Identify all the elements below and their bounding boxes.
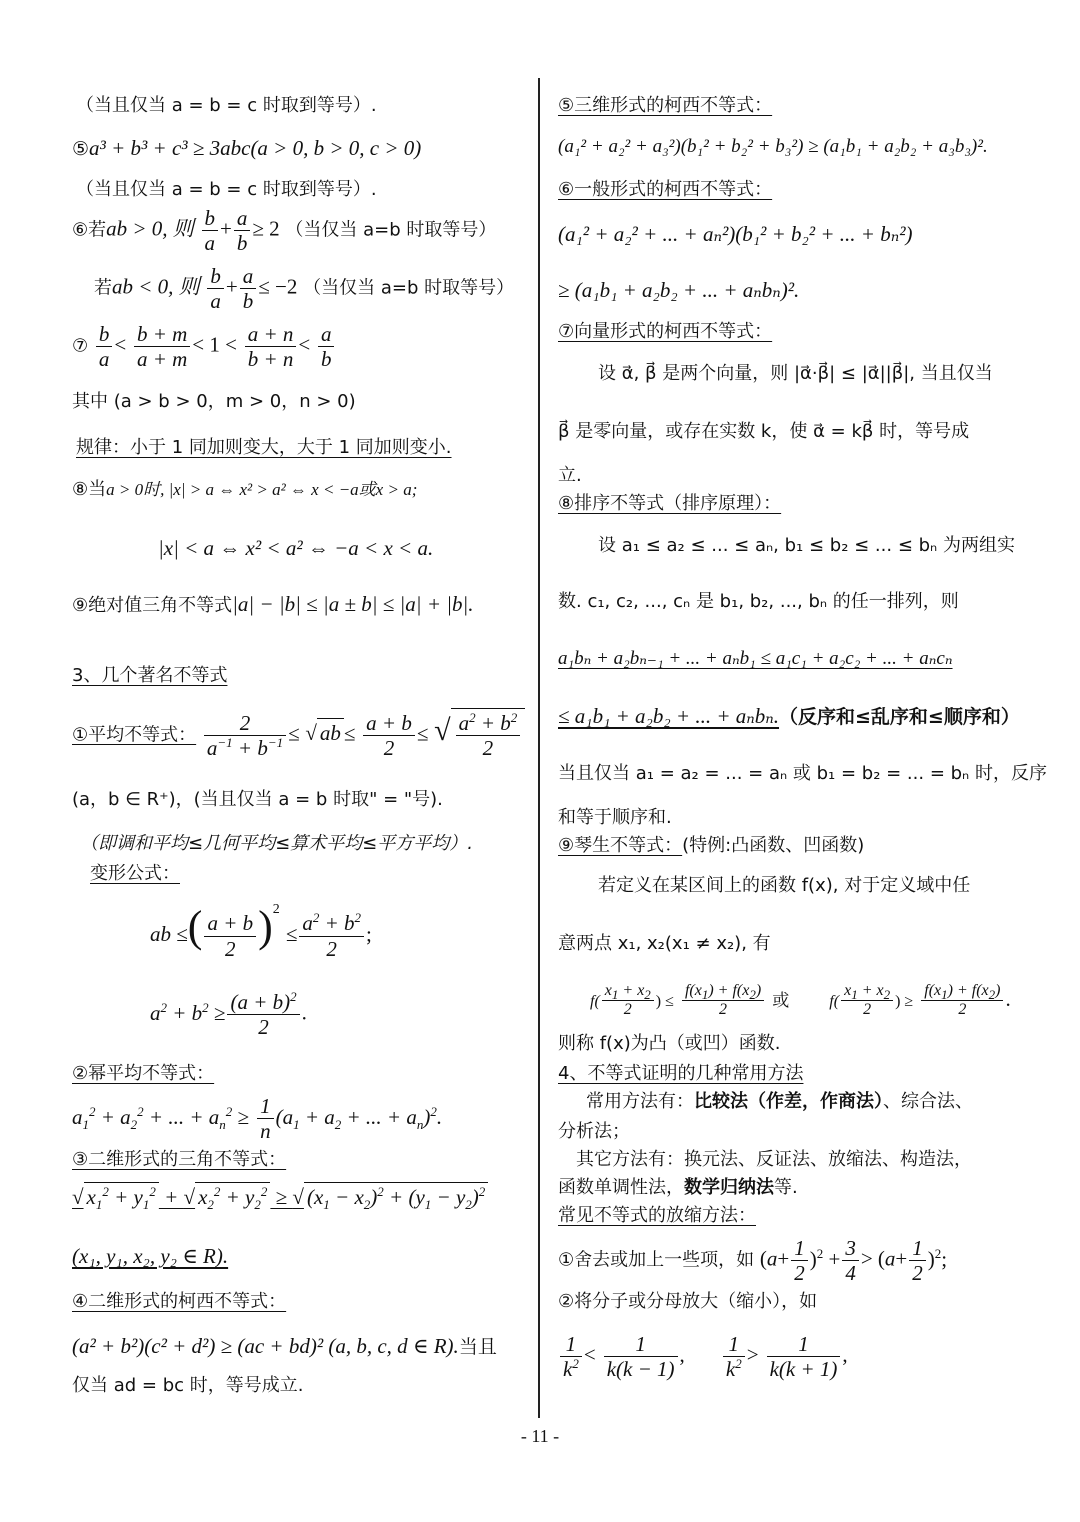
text-line: 当且仅当 a₁ = a₂ = ... = aₙ 或 b₁ = b₂ = ... = bₙ 时，反序 (558, 763, 1047, 784)
subheading: 变形公式： (90, 863, 180, 884)
text-line: ②将分子或分母放大（缩小），如 (558, 1291, 818, 1312)
column-divider (538, 78, 540, 1418)
text-line: 若定义在某区间上的函数 f(x), 对于定义域中任 (598, 875, 971, 896)
formula-line: ⑦ $\frac{b}{a}$ < $\frac{b + m}{a + m}$ < 1 < $\frac{a + n}{b + n}$ < $\frac{a}{b}$ (72, 322, 336, 371)
subheading: ⑨琴生不等式：(特例:凸函数、凹函数) (558, 835, 865, 856)
text-line: 分析法； (558, 1121, 630, 1142)
subheading: ⑧排序不等式（排序原理）： (558, 493, 782, 514)
text-line: 函数单调性法，数学归纳法等. (558, 1177, 798, 1198)
formula-line: ≤ a₁b₁ + a₂b₂ + ... + aₙbₙ.（反序和≤乱序和≤顺序和） (558, 704, 1020, 728)
text-line: （当且仅当 a = b = c 时取到等号）. (76, 95, 377, 116)
subheading: 常见不等式的放缩方法： (558, 1205, 756, 1226)
subheading: ③二维形式的三角不等式： (72, 1149, 287, 1170)
formula-line: |x| < a ⇔ x² < a² ⇔ −a < x < a. (158, 536, 434, 560)
formula-line: ab ≤( $\frac{a + b}{2}$ )$^2$ ≤ $\frac{a^2 + b^2}{2}$ ; (150, 902, 372, 961)
formula-line: ⑧当a > 0时, |x| > a ⇔ x² > a² ⇔ x < −a或x > a; (72, 479, 418, 500)
rule-text: 规律：小于 1 同加则变大，大于 1 同加则变小. (76, 437, 452, 458)
subheading: ⑤三维形式的柯西不等式： (558, 95, 773, 116)
formula-line: (a² + b²)(c² + d²) ≥ (ac + bd)² (a, b, c, d ∈ R).当且 (72, 1334, 497, 1358)
formula-line: ①平均不等式： $\frac{2}{a^{-1} + b^{-1}}$ ≤ √ ab ≤ $\frac{a + b}{2}$ ≤ √ $\frac{a^2 + b^2}{2}$ (72, 708, 525, 760)
text-line: 其它方法有：换元法、反证法、放缩法、构造法， (576, 1149, 972, 1170)
formula-line: $\frac{1}{k^2}$ < $\frac{1}{k(k - 1)}$ , $\frac{1}{k^2}$ > $\frac{1}{k(k + 1)}$ , (558, 1332, 848, 1381)
formula-line: 若ab < 0, 则 $\frac{b}{a}$ + $\frac{a}{b}$ ≤ −2 （当仅当 a=b 时取等号） (94, 264, 515, 314)
text-line: 其中 (a > b > 0，m > 0，n > 0) (72, 391, 356, 412)
formula-line: √ $x_1^2 + y_1^2$ + √ $x_2^2 + y_2^2$ ≥ √ $(x_1 - x_2)^2 + (y_1 - y_2)^2$ (72, 1182, 488, 1210)
formula-line: $a_1^2 + a_2^2$ + ... + $a_n^2$ ≥ $\frac{1}{n}$ ($a_1 + a_2$ + ... + $a_n)^2$. (72, 1094, 443, 1144)
formula-line: a₁bₙ + a₂bₙ₋₁ + ... + aₙb₁ ≤ a₁c₁ + a₂c₂ + ... + aₙcₙ (558, 648, 953, 669)
text-line: 数. c₁, c₂, ..., cₙ 是 b₁, b₂, ..., bₙ 的任一排列，则 (558, 591, 959, 612)
formula-line: f( $\frac{x_1 + x_2}{2}$ ) ≤ $\frac{f(x_1) + f(x_2)}{2}$ 或 f( $\frac{x_1 + x_2}{2}$ ) ≥ $\frac{f(x_1) + f(x_2)}{2}$ . (590, 982, 1011, 1019)
text-line: （当且仅当 a = b = c 时取到等号）. (76, 179, 377, 200)
page-number: - 11 - (520, 1426, 560, 1446)
text-line: 意两点 x₁, x₂(x₁ ≠ x₂), 有 (558, 933, 771, 954)
section-heading: 4、不等式证明的几种常用方法 (558, 1063, 804, 1084)
text-line: β⃗ 是零向量，或存在实数 k，使 α⃗ = kβ⃗ 时，等号成 (558, 421, 970, 442)
formula-line: ⑥若ab > 0, 则 $\frac{b}{a}$ + $\frac{a}{b}$ ≥ 2 （当仅当 a=b 时取等号） (72, 206, 497, 256)
text-line: 常用方法有：比较法（作差，作商法）、综合法、 (586, 1091, 973, 1112)
subheading: ④二维形式的柯西不等式： (72, 1291, 287, 1312)
text-line: 设 α⃗, β⃗ 是两个向量，则 |α⃗·β⃗| ≤ |α⃗||β⃗|, 当且仅当 (598, 363, 993, 384)
formula-line: $a^2 + b^2$ ≥ $\frac{(a + b)^2}{2}$ . (150, 989, 307, 1040)
section-heading: 3、几个著名不等式 (72, 665, 228, 686)
formula-line: ⑤a³ + b³ + c³ ≥ 3abc(a > 0, b > 0, c > 0) (72, 136, 422, 160)
subheading: ⑦向量形式的柯西不等式： (558, 321, 773, 342)
text-line: 立. (558, 465, 582, 486)
formula-line: ≥ (a₁b₁ + a₂b₂ + ... + aₙbₙ)². (558, 278, 800, 302)
subheading: ②幂平均不等式： (72, 1063, 215, 1084)
note-text: （即调和平均≤几何平均≤算术平均≤平方平均）. (80, 833, 473, 854)
text-line: 和等于顺序和. (558, 807, 672, 828)
text-line: (a，b ∈ R⁺)，(当且仅当 a = b 时取" = "号). (72, 789, 443, 810)
subheading: ⑥一般形式的柯西不等式： (558, 179, 773, 200)
formula-line: (x₁, y₁, x₂, y₂ ∈ R). (72, 1244, 229, 1268)
formula-line: ⑨绝对值三角不等式|a| − |b| ≤ |a ± b| ≤ |a| + |b|. (72, 592, 474, 616)
text-line: 则称 f(x)为凸（或凹）函数. (558, 1033, 781, 1054)
text-line: 仅当 ad = bc 时，等号成立. (72, 1375, 304, 1396)
formula-line: (a₁² + a₂² + a₃²)(b₁² + b₂² + b₃²) ≥ (a₁b₁ + a₂b₂ + a₃b₃)². (558, 136, 988, 157)
formula-line: (a₁² + a₂² + ... + aₙ²)(b₁² + b₂² + ... + bₙ²) (558, 222, 913, 246)
text-line: 设 a₁ ≤ a₂ ≤ ... ≤ aₙ, b₁ ≤ b₂ ≤ ... ≤ bₙ 为两组实 (598, 535, 1015, 556)
formula-line: ①舍去或加上一些项，如 (a+ $\frac{1}{2}$ )$^2$ + $\frac{3}{4}$ > (a+ $\frac{1}{2}$ )$^2$; (558, 1236, 948, 1286)
